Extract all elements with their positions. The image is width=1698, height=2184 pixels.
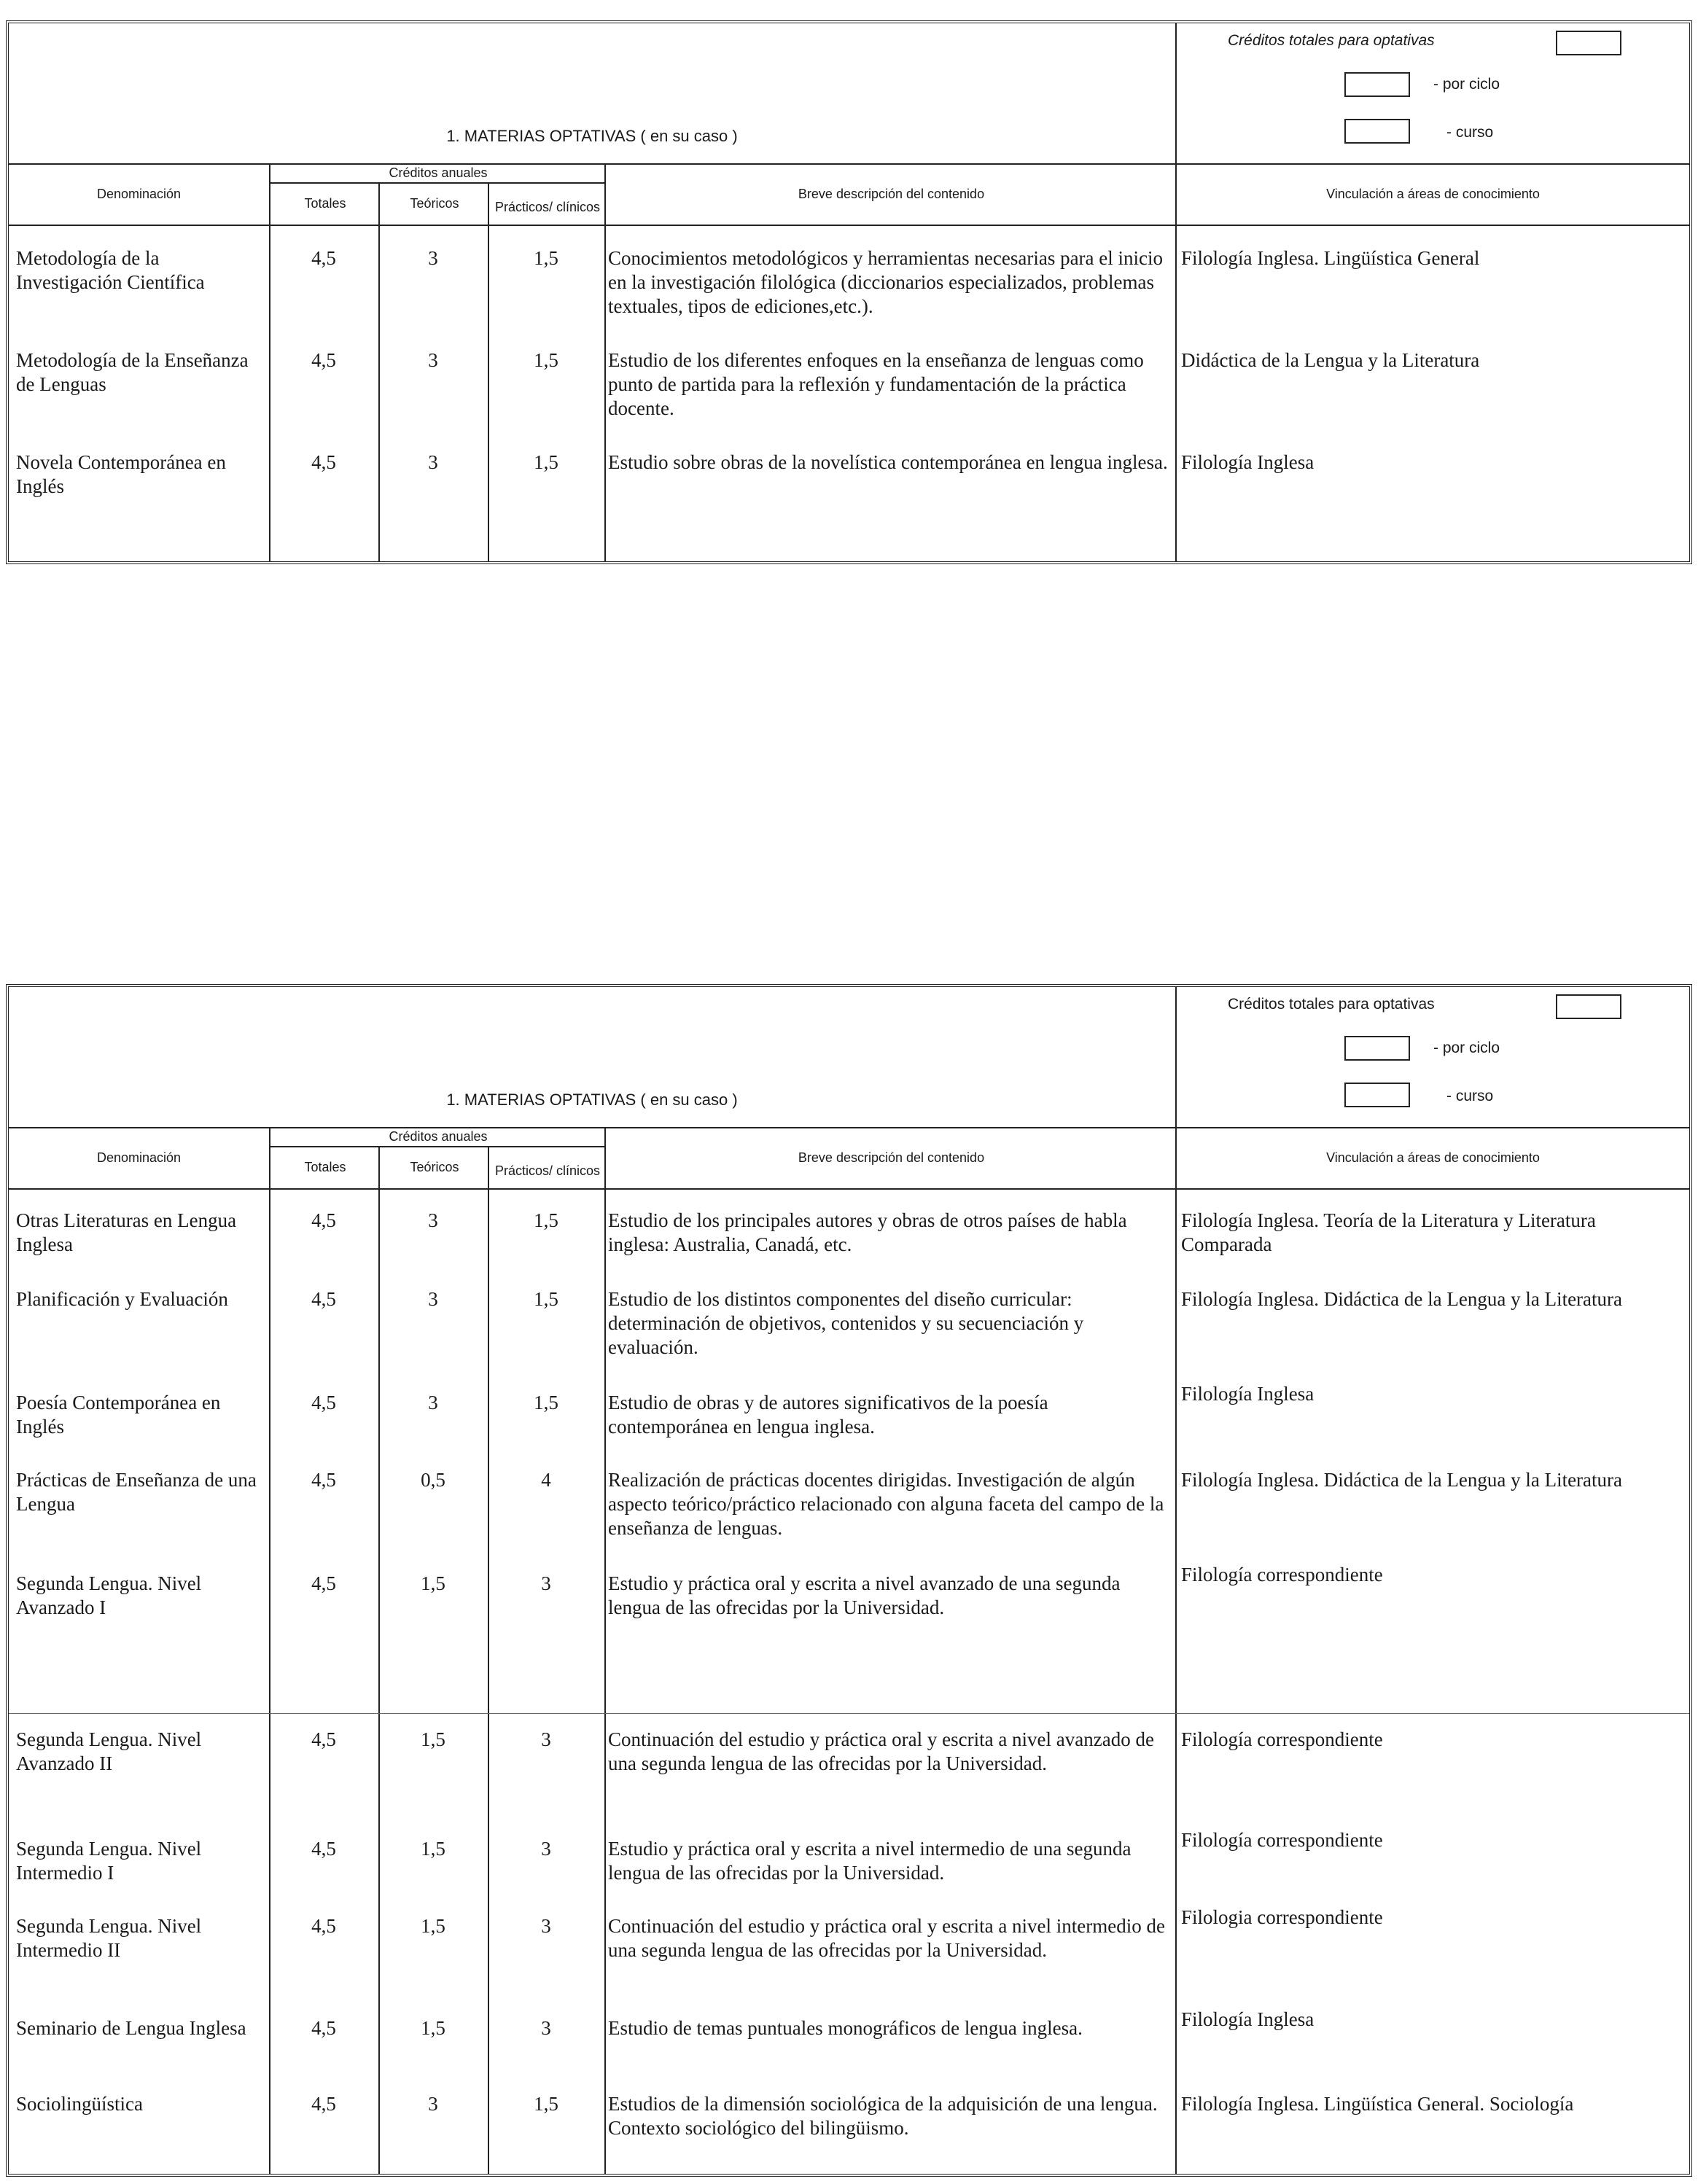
row-vinculacion: Filología Inglesa. Teoría de la Literatura y Literatura Comparada (1181, 1209, 1596, 1255)
row-teoricos: 3 (428, 349, 438, 371)
row-totales: 4,5 (311, 2093, 336, 2115)
row-denominacion: Segunda Lengua. Nivel Intermedio II (16, 1915, 202, 1961)
per-course-box[interactable] (1344, 1083, 1410, 1107)
row-totales: 4,5 (311, 1288, 336, 1310)
row-practicos: 3 (541, 1728, 551, 1750)
row-descripcion: Estudio y práctica oral y escrita a nivel intermedio de una segunda lengua de las ofrecidas por la Universidad. (608, 1838, 1132, 1884)
row-denominacion: Segunda Lengua. Nivel Avanzado II (16, 1728, 202, 1774)
column-divider (488, 225, 489, 561)
row-teoricos: 1,5 (421, 1838, 445, 1860)
row-practicos: 1,5 (534, 349, 558, 371)
row-denominacion: Poesía Contemporánea en Inglés (16, 1392, 221, 1438)
optativas-table-1 (6, 20, 1692, 564)
table-body (9, 225, 1689, 561)
per-cycle-box[interactable] (1344, 72, 1410, 97)
per-cycle-label: - por ciclo (1433, 76, 1500, 93)
column-divider (1175, 225, 1177, 561)
row-teoricos: 3 (428, 1392, 438, 1413)
row-totales: 4,5 (311, 1392, 336, 1413)
col-denominacion: Denominación (96, 186, 182, 201)
col-practicos: Prácticos/ clínicos (488, 1146, 606, 1188)
row-totales: 4,5 (311, 451, 336, 473)
row-denominacion: Planificación y Evaluación (16, 1288, 228, 1310)
row-practicos: 1,5 (534, 2093, 558, 2115)
credits-panel (1175, 987, 1689, 1127)
row-totales: 4,5 (311, 1915, 336, 1937)
row-descripcion: Estudio y práctica oral y escrita a nivel avanzado de una segunda lengua de las ofrecidas por la Universidad. (608, 1572, 1121, 1618)
row-teoricos: 3 (428, 247, 438, 269)
row-practicos: 3 (541, 2017, 551, 2039)
credits-panel (1175, 23, 1689, 163)
row-practicos: 1,5 (534, 1209, 558, 1231)
row-descripcion: Estudio de los distintos componentes del diseño curricular: determinación de objetivos, contenidos y su secuenciación y evaluación. (608, 1288, 1084, 1358)
row-descripcion: Estudios de la dimensión sociológica de la adquisición de una lengua. Contexto sociológico del bilingüismo. (608, 2093, 1158, 2139)
row-totales: 4,5 (311, 1728, 336, 1750)
col-totales: Totales (269, 1146, 380, 1188)
row-descripcion: Estudio sobre obras de la novelística contemporánea en lengua inglesa. (608, 451, 1168, 473)
row-practicos: 3 (541, 1838, 551, 1860)
row-teoricos: 1,5 (421, 1915, 445, 1937)
row-denominacion: Seminario de Lengua Inglesa (16, 2017, 246, 2039)
total-credits-box[interactable] (1556, 994, 1621, 1019)
row-totales: 4,5 (311, 1469, 336, 1491)
row-denominacion: Sociolingüística (16, 2093, 143, 2115)
row-vinculacion: Filología Inglesa. Didáctica de la Lengua y la Literatura (1181, 1288, 1623, 1310)
row-vinculacion: Filología Inglesa (1181, 2008, 1315, 2030)
row-denominacion: Segunda Lengua. Nivel Avanzado I (16, 1572, 202, 1618)
row-denominacion: Segunda Lengua. Nivel Intermedio I (16, 1838, 202, 1884)
column-divider (378, 225, 380, 561)
row-vinculacion: Filología correspondiente (1181, 1564, 1383, 1586)
table-header (9, 987, 1689, 1128)
per-course-label: - curso (1446, 124, 1494, 141)
row-descripcion: Continuación del estudio y práctica oral y escrita a nivel intermedio de una segunda lengua de las ofrecidas por la Universidad. (608, 1915, 1165, 1961)
table-body (9, 1188, 1689, 2174)
row-denominacion: Otras Literaturas en Lengua Inglesa (16, 1209, 237, 1255)
row-denominacion: Metodología de la Enseñanza de Lenguas (16, 349, 249, 395)
row-teoricos: 3 (428, 451, 438, 473)
row-practicos: 4 (541, 1469, 551, 1491)
col-teoricos: Teóricos (378, 1146, 489, 1188)
col-teoricos: Teóricos (378, 182, 489, 225)
row-totales: 4,5 (311, 1572, 336, 1594)
row-vinculacion: Didáctica de la Lengua y la Literatura (1181, 349, 1480, 371)
column-divider (604, 1188, 606, 2174)
per-course-label: - curso (1446, 1088, 1494, 1104)
col-descripcion: Breve descripción del contenido (604, 163, 1177, 225)
row-practicos: 1,5 (534, 1392, 558, 1413)
table-header (9, 23, 1689, 165)
row-descripcion: Estudio de temas puntuales monográficos de lengua inglesa. (608, 2017, 1083, 2039)
column-headers (9, 163, 1689, 226)
row-teoricos: 3 (428, 1209, 438, 1231)
row-teoricos: 3 (428, 2093, 438, 2115)
row-totales: 4,5 (311, 349, 336, 371)
row-teoricos: 0,5 (421, 1469, 445, 1491)
per-cycle-box[interactable] (1344, 1036, 1410, 1061)
total-credits-box[interactable] (1556, 31, 1621, 55)
row-vinculacion: Filología Inglesa (1181, 451, 1315, 473)
col-creditos-anuales: Créditos anuales (269, 163, 606, 184)
row-totales: 4,5 (311, 247, 336, 269)
row-denominacion: Prácticas de Enseñanza de una Lengua (16, 1469, 257, 1515)
row-teoricos: 1,5 (421, 1572, 445, 1594)
row-vinculacion: Filología correspondiente (1181, 1728, 1383, 1750)
col-creditos-anuales: Créditos anuales (269, 1127, 606, 1147)
row-practicos: 3 (541, 1572, 551, 1594)
row-descripcion: Estudio de los diferentes enfoques en la enseñanza de lenguas como punto de partida para la reflexión y fundamentación de la práctica docente. (608, 349, 1144, 419)
col-vinculacion: Vinculación a áreas de conocimiento (1175, 1127, 1689, 1188)
row-teoricos: 1,5 (421, 2017, 445, 2039)
row-practicos: 1,5 (534, 451, 558, 473)
row-totales: 4,5 (311, 1209, 336, 1231)
row-teoricos: 1,5 (421, 1728, 445, 1750)
row-vinculacion: Filología Inglesa. Didáctica de la Lengua y la Literatura (1181, 1469, 1623, 1491)
row-descripcion: Estudio de los principales autores y obras de otros países de habla inglesa: Australia, Canadá, etc. (608, 1209, 1127, 1255)
page-title: 1. MATERIAS OPTATIVAS ( en su caso ) (446, 127, 738, 145)
row-practicos: 1,5 (534, 247, 558, 269)
row-teoricos: 3 (428, 1288, 438, 1310)
row-vinculacion: Filología correspondiente (1181, 1829, 1383, 1851)
col-totales: Totales (269, 182, 380, 225)
col-denominacion: Denominación (96, 1150, 182, 1165)
row-descripcion: Continuación del estudio y práctica oral y escrita a nivel avanzado de una segunda lengua de las ofrecidas por la Universidad. (608, 1728, 1154, 1774)
row-descripcion: Estudio de obras y de autores significativos de la poesía contemporánea en lengua inglesa. (608, 1392, 1048, 1438)
row-vinculacion: Filología Inglesa (1181, 1383, 1315, 1405)
col-descripcion: Breve descripción del contenido (604, 1127, 1177, 1188)
row-vinculacion: Filología Inglesa. Lingüística General (1181, 247, 1480, 269)
column-divider (1175, 1188, 1177, 2174)
row-vinculacion: Filología Inglesa. Lingüística General. Sociología (1181, 2093, 1574, 2115)
optativas-table-2 (6, 984, 1692, 2177)
total-credits-label: Créditos totales para optativas (1228, 32, 1435, 49)
row-denominacion: Metodología de la Investigación Científica (16, 247, 205, 293)
row-descripcion: Conocimientos metodológicos y herramientas necesarias para el inicio en la investigación filológica (diccionarios especializados, problemas textuales, tipos de ediciones,etc.). (608, 247, 1164, 317)
per-course-box[interactable] (1344, 119, 1410, 144)
row-denominacion: Novela Contemporánea en Inglés (16, 451, 226, 497)
page-break-divider (9, 1713, 1689, 1714)
row-totales: 4,5 (311, 2017, 336, 2039)
column-divider (604, 225, 606, 561)
col-practicos: Prácticos/ clínicos (488, 182, 606, 225)
column-divider (269, 225, 270, 561)
row-vinculacion: Filologia correspondiente (1181, 1906, 1383, 1928)
column-headers (9, 1127, 1689, 1190)
row-totales: 4,5 (311, 1838, 336, 1860)
page-title: 1. MATERIAS OPTATIVAS ( en su caso ) (446, 1091, 738, 1109)
per-cycle-label: - por ciclo (1433, 1040, 1500, 1056)
row-practicos: 1,5 (534, 1288, 558, 1310)
total-credits-label: Créditos totales para optativas (1228, 996, 1435, 1013)
row-descripcion: Realización de prácticas docentes dirigidas. Investigación de algún aspecto teórico/práctico relacionado con alguna faceta del campo de la enseñanza de lenguas. (608, 1469, 1164, 1539)
row-practicos: 3 (541, 1915, 551, 1937)
col-vinculacion: Vinculación a áreas de conocimiento (1175, 163, 1689, 225)
